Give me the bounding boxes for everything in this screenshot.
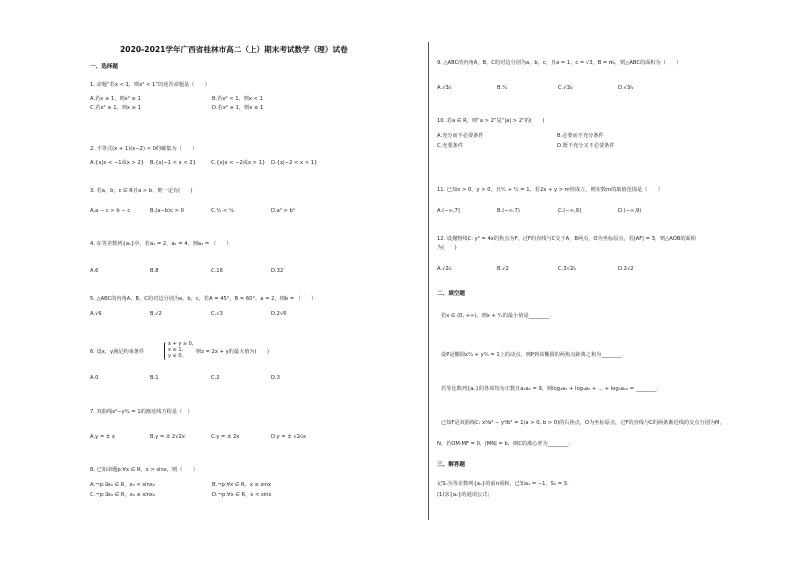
question-6-stem-pre: 6. 设x，y满足约束条件 [90,349,145,355]
question-8-option-a: A.¬p:∃x₀ ∈ R，x₀ < sinx₀ [90,482,155,488]
fill-question-14: 设P是椭圆x²⁄₄ + y²⁄₃ = 1上的动点，则P到该椭圆的两焦点距离之和为________. [441,352,624,358]
question-7-option-a: A.y = ± x [90,434,115,440]
question-5-option-d: D.2√6 [271,311,287,317]
solve-question-17-part1: (1)求{aₙ}的通项公式； [437,492,493,498]
question-2-option-a: A.{x|x < −1或x > 2} [90,160,145,166]
question-3-stem: 3. 若a，b，c ∈ R且a > b，则一定有( ) [90,188,193,194]
question-8-option-d: D.¬p:∀x ∈ R，x < sinx [212,492,272,498]
question-2-option-b: B.{x|−1 < x < 2} [150,160,196,166]
question-4-option-d: D.32 [271,268,284,274]
question-12-option-a: A.√2⁄₂ [437,266,452,272]
solve-question-17-intro: 记Sₙ为等差数列{aₙ}的前n项和，已知a₁ = −1，S₃ = 3. [437,481,569,487]
question-12-stem-line1: 12. 设抛物线C: y² = 4x的焦点为F，过F的直线与C交于A，B两点，O为坐标原点，若|AF| = 3，则△AOB的面积 [437,236,696,242]
question-7-stem: 7. 双曲线x²−y²⁄₂ = 1的渐近线方程是（ ） [90,409,193,415]
question-9-option-d: D.√3⁄₄ [618,85,634,91]
question-9-option-c: C.√3⁄₂ [558,85,573,91]
question-6-option-a: A.0 [90,375,99,381]
question-5-stem: 5. △ABC的内角A，B，C的对边分别为a，b，c，若A = 45°，B = 60°，a = 2，则b = （ ） [90,296,317,302]
question-1-option-d: D.若x² ≥ 1，则x ≤ 1 [212,105,264,111]
question-1-stem: 1. 命题“若x < 1，则x² < 1”的逆否命题是（ ） [90,82,210,88]
section-choice-heading: 一、选择题 [90,64,118,70]
question-8-stem: 8. 已知命题p:∀x ∈ R，x > sinx，则（ ） [90,467,198,473]
question-3-option-c: C.¹⁄ₐ < ¹⁄ᵦ [211,208,234,214]
question-10-option-d: D.既不充分又不必要条件 [557,143,615,149]
question-11-option-c: C.(−∞,9] [558,208,581,214]
fill-question-16-line1: 已知F是双曲线C: x²⁄a² − y²⁄b² = 1(a > 0, b > 0)的右焦点，O为坐标原点，过F的直线与C的两条渐近线的交点分别为M， [441,420,725,426]
question-4-option-c: C.16 [211,268,223,274]
question-7-option-d: D.y = ± √2⁄₂x [271,434,306,440]
question-4-option-a: A.6 [90,268,99,274]
question-3-option-d: D.a² > b² [271,208,295,214]
question-4-option-b: B.8 [150,268,159,274]
question-3-option-a: A.a − c > b − c [90,208,131,214]
question-11-option-a: A.(−∞,7] [437,208,460,214]
question-1-option-b: B.若x² < 1，则x < 1 [212,96,263,102]
question-9-option-a: A.√3⁄₂ [437,85,452,91]
question-9-stem: 9. △ABC的内角A，B，C的对边分别为a，b，c，且a = 1，c = √3，B = π⁄₆，则△ABC的面积为（ ） [437,60,682,66]
question-1-option-a: A.若x ≥ 1，则x² ≥ 1 [90,96,141,102]
section-fill-heading: 二、填空题 [437,291,465,297]
question-10-stem: 10. 若a ∈ R，则“a > 2”是“|a| > 2”的( ) [437,118,545,124]
question-5-option-b: B.√2 [150,311,162,317]
question-9-option-b: B.¹⁄₄ [497,85,508,91]
question-3-option-b: B.(a−b)c > 0 [150,208,184,214]
question-5-option-a: A.√6 [90,311,102,317]
constraint-1: x + y ≥ 0, [168,341,194,347]
question-8-option-b: B.¬p:∀x ∈ R，x ≤ sinx [212,482,272,488]
fill-question-16-line2: N，若OM·MF = 0，|MN| = b，则C的离心率为________. [437,441,571,447]
question-12-stem-line2: 为( ) [437,245,457,251]
question-2-option-d: D.{x|−2 < x < 1} [271,160,318,166]
question-7-option-c: C.y = ± 2x [211,434,240,440]
fill-question-15: 若等比数列{aₙ}的各项均为正数且a₅a₆ = 9，则log₃a₁ + log₃a₂ + … + log₃a₁₀ = ________. [441,386,659,392]
question-5-option-c: C.√3 [211,311,223,317]
question-11-option-d: D.(−∞,9) [618,208,642,214]
question-10-option-b: B.必要而不充分条件 [557,133,604,139]
question-12-option-b: B.√2 [497,266,509,272]
column-divider [428,42,429,520]
question-11-stem: 11. 已知x > 0，y > 0，且²⁄ₓ + ¹⁄ᵧ = 1，若2x + y > m恒成立，则实数m的取值范围是（ ） [437,187,663,193]
constraint-3: y ≤ 0, [168,352,184,359]
question-6-stem-post: 则z = 2x + y的最大值为( ) [196,349,269,355]
question-6-constraint-system [168,342,193,359]
question-6-option-b: B.1 [150,375,159,381]
section-solve-heading: 三、解答题 [437,462,465,468]
fill-question-13: 若x ∈ (0, +∞)，则x + ⁴⁄ₓ的最小值是________. [441,313,552,319]
brace [164,342,168,360]
question-4-stem: 4. 在等差数列{aₙ}中，若a₁ = 2，a₂ = 4，则a₃ = （ ） [90,241,232,247]
question-12-option-d: D.2√2 [618,266,634,272]
question-10-option-a: A.充分而不必要条件 [437,133,484,139]
question-2-stem: 2. 不等式(x + 1)(x−2) < 0的解集为（ ） [90,146,198,152]
constraint-2: x ≤ 1, [168,346,184,353]
question-1-option-c: C.若x² ≥ 1，则x ≥ 1 [90,105,141,111]
question-10-option-c: C.充要条件 [437,143,464,149]
question-8-option-c: C.¬p:∃x₀ ∈ R，x₀ ≤ sinx₀ [90,492,156,498]
question-2-option-c: C.{x|x < −2或x > 1} [211,160,266,166]
exam-title: 2020-2021学年广西省桂林市高二（上）期末考试数学（理）试卷 [120,45,348,54]
question-12-option-c: C.3√2⁄₂ [558,266,577,272]
question-6-option-c: C.2 [211,375,220,381]
question-11-option-b: B.(−∞,7) [497,208,520,214]
question-7-option-b: B.y = ± 2√2x [150,434,185,440]
question-6-option-d: D.3 [271,375,280,381]
